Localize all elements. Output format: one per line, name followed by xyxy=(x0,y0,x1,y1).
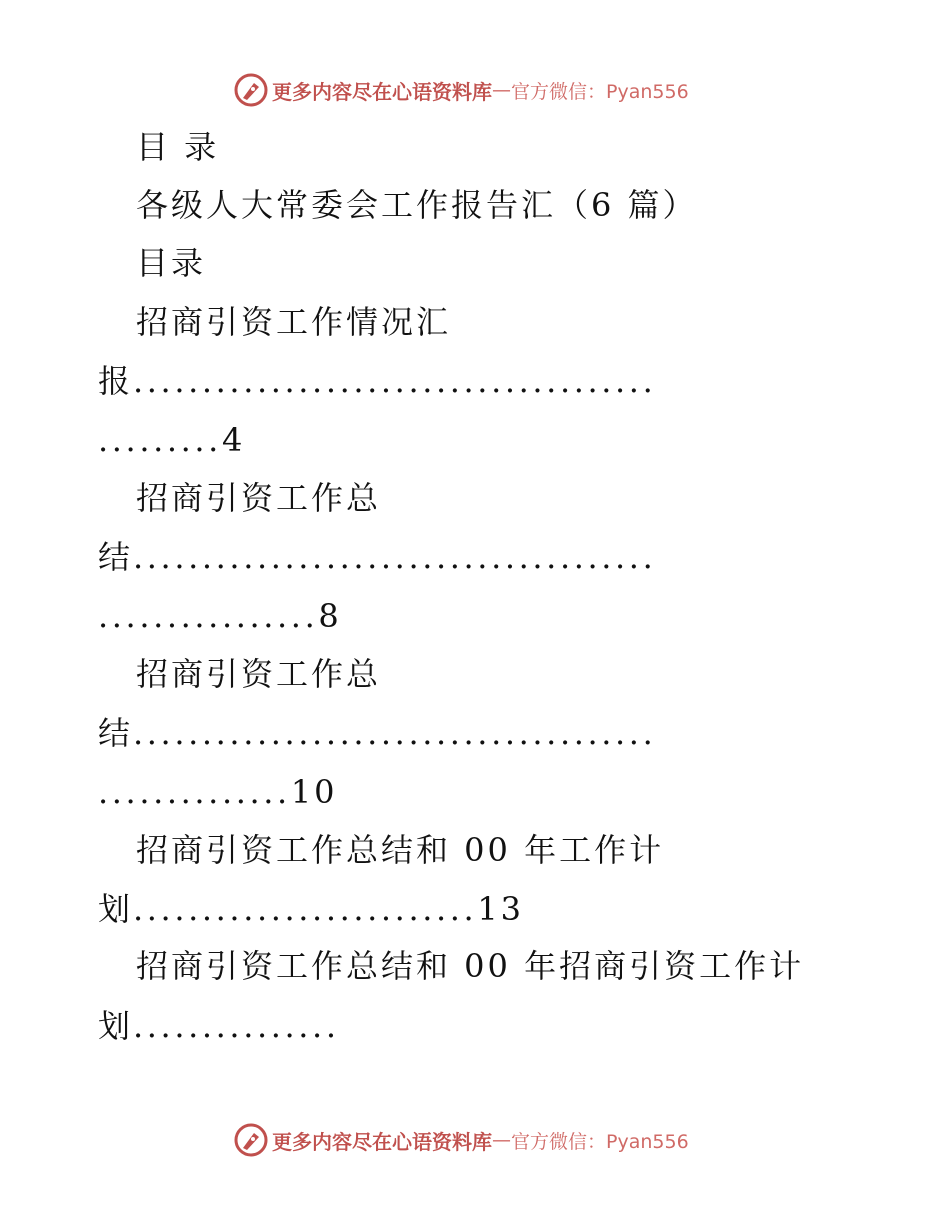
toc-leader: ......... xyxy=(98,421,222,459)
toc-leader: ...................................... xyxy=(133,714,657,752)
toc-entry-wrap: 划 xyxy=(98,890,134,928)
toc-page-number: 8 xyxy=(318,597,342,635)
toc-entry-title: 招商引资工作总结和 00 年工作计 xyxy=(136,831,665,869)
banner-title: 更多内容尽在心语资料库 xyxy=(272,1129,492,1154)
pen-nib-logo-icon xyxy=(234,73,268,107)
toc-entry-line xyxy=(98,596,342,636)
toc-entry-wrap: 结 xyxy=(98,714,134,752)
toc-entry-line xyxy=(98,537,656,577)
banner-title: 更多内容尽在心语资料库 xyxy=(272,79,492,104)
toc-entry-line xyxy=(98,361,656,401)
toc-entry-wrap: 划 xyxy=(98,1007,134,1045)
toc-page-number: 13 xyxy=(477,890,525,928)
toc-leader: ...................................... xyxy=(133,362,657,400)
toc-leader: .............. xyxy=(98,773,291,811)
toc-entry-line xyxy=(98,889,524,929)
toc-entry-title: 招商引资工作情况汇 xyxy=(136,303,452,341)
toc-subheading: 目录 xyxy=(136,244,207,282)
toc-entry-line xyxy=(98,713,656,753)
header-banner xyxy=(234,72,689,108)
toc-leader: ...................................... xyxy=(133,538,657,576)
toc-entry-line xyxy=(98,420,245,460)
banner-wechat: 官方微信：Pyan556 xyxy=(511,80,689,103)
banner-dash: — xyxy=(492,79,511,101)
toc-heading: 目 录 xyxy=(136,128,220,166)
toc-leader: ............... xyxy=(133,1007,340,1045)
toc-leader: ................ xyxy=(98,597,319,635)
toc-entry-title: 招商引资工作总结和 00 年招商引资工作计 xyxy=(136,947,805,985)
toc-entry-title: 招商引资工作总 xyxy=(136,655,382,693)
toc-page-number: 4 xyxy=(221,421,246,459)
toc-entry-line xyxy=(98,772,338,812)
banner-dash: — xyxy=(492,1129,511,1151)
toc-page-number: 10 xyxy=(290,773,338,811)
toc-entry-wrap: 结 xyxy=(98,538,134,576)
pen-nib-logo-icon xyxy=(234,1123,268,1157)
toc-leader: ......................... xyxy=(133,890,478,928)
footer-banner xyxy=(234,1122,689,1158)
toc-entry-line xyxy=(98,1006,340,1046)
toc-entry-wrap: 报 xyxy=(98,362,134,400)
banner-wechat: 官方微信：Pyan556 xyxy=(511,1130,689,1153)
toc-entry-title: 招商引资工作总 xyxy=(136,479,382,517)
collection-title: 各级人大常委会工作报告汇（6 篇） xyxy=(136,186,698,224)
